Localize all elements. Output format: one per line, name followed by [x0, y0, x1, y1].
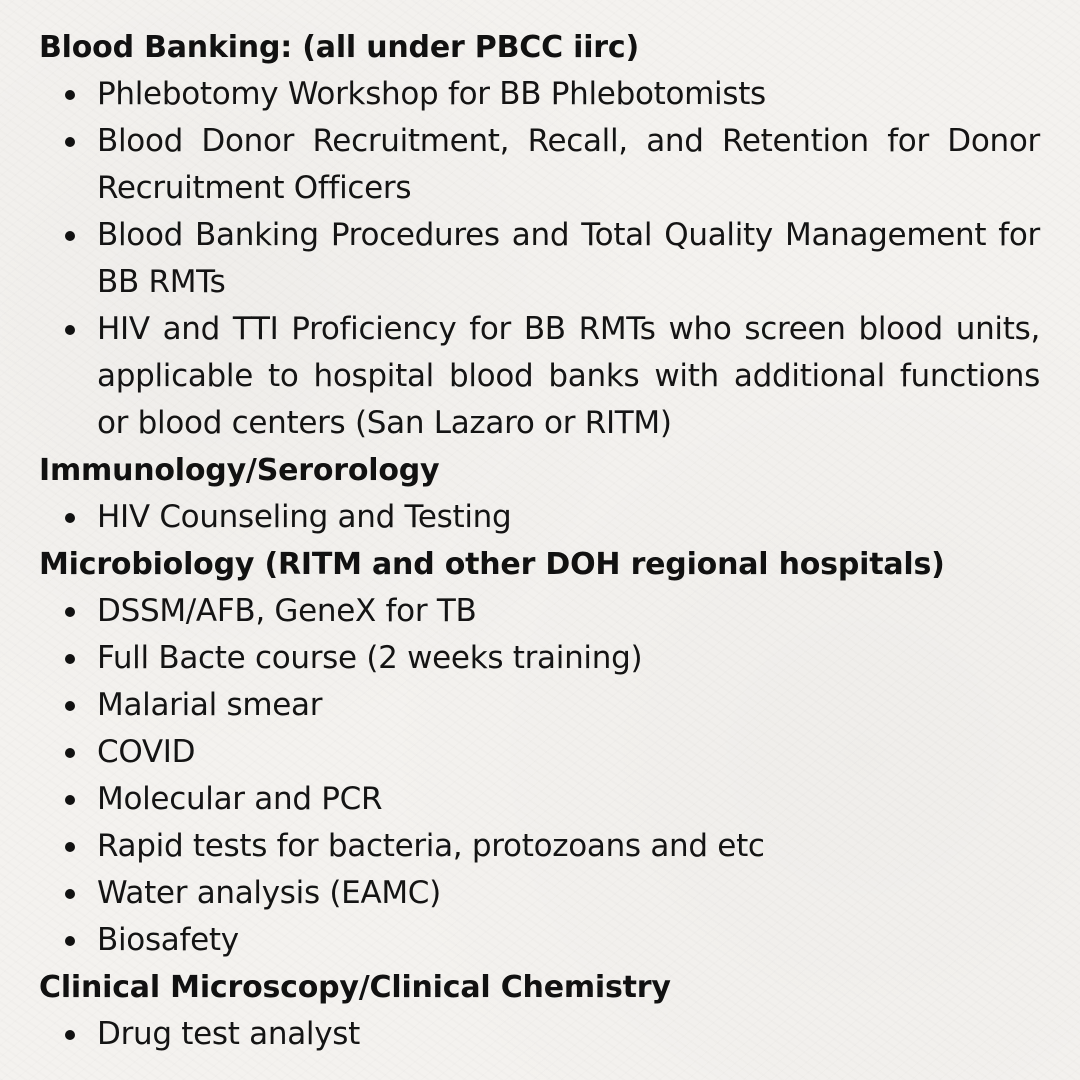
- section-heading-immunology: Immunology/Serorology: [39, 453, 440, 488]
- blood-banking-list: [39, 71, 1040, 447]
- microbiology-list: [39, 588, 1040, 964]
- list-item: HIV Counseling and Testing: [39, 494, 1040, 541]
- list-item: COVID: [39, 729, 1040, 776]
- list-item: Drug test analyst: [39, 1011, 1040, 1058]
- section-heading-clinical-microscopy: Clinical Microscopy/Clinical Chemistry: [39, 970, 671, 1005]
- list-item: Rapid tests for bacteria, protozoans and etc: [39, 823, 1040, 870]
- list-item: DSSM/AFB, GeneX for TB: [39, 588, 1040, 635]
- list-item: Biosafety: [39, 917, 1040, 964]
- list-item: HIV and TTI Proficiency for BB RMTs who screen blood units, applicable to hospital blood banks with additional functions or blood centers (San Lazaro or RITM): [39, 306, 1040, 447]
- list-item: Phlebotomy Workshop for BB Phlebotomists: [39, 71, 1040, 118]
- section-heading-blood-banking: Blood Banking: (all under PBCC iirc): [39, 30, 639, 65]
- list-item: Blood Donor Recruitment, Recall, and Retention for Donor Recruitment Officers: [39, 118, 1040, 212]
- section-heading-microbiology: Microbiology (RITM and other DOH regional hospitals): [39, 547, 945, 582]
- list-item: Blood Banking Procedures and Total Quality Management for BB RMTs: [39, 212, 1040, 306]
- list-item: Molecular and PCR: [39, 776, 1040, 823]
- clinical-microscopy-list: [39, 1011, 1040, 1058]
- immunology-list: [39, 494, 1040, 541]
- list-item: Full Bacte course (2 weeks training): [39, 635, 1040, 682]
- list-item: Malarial smear: [39, 682, 1040, 729]
- list-item: Water analysis (EAMC): [39, 870, 1040, 917]
